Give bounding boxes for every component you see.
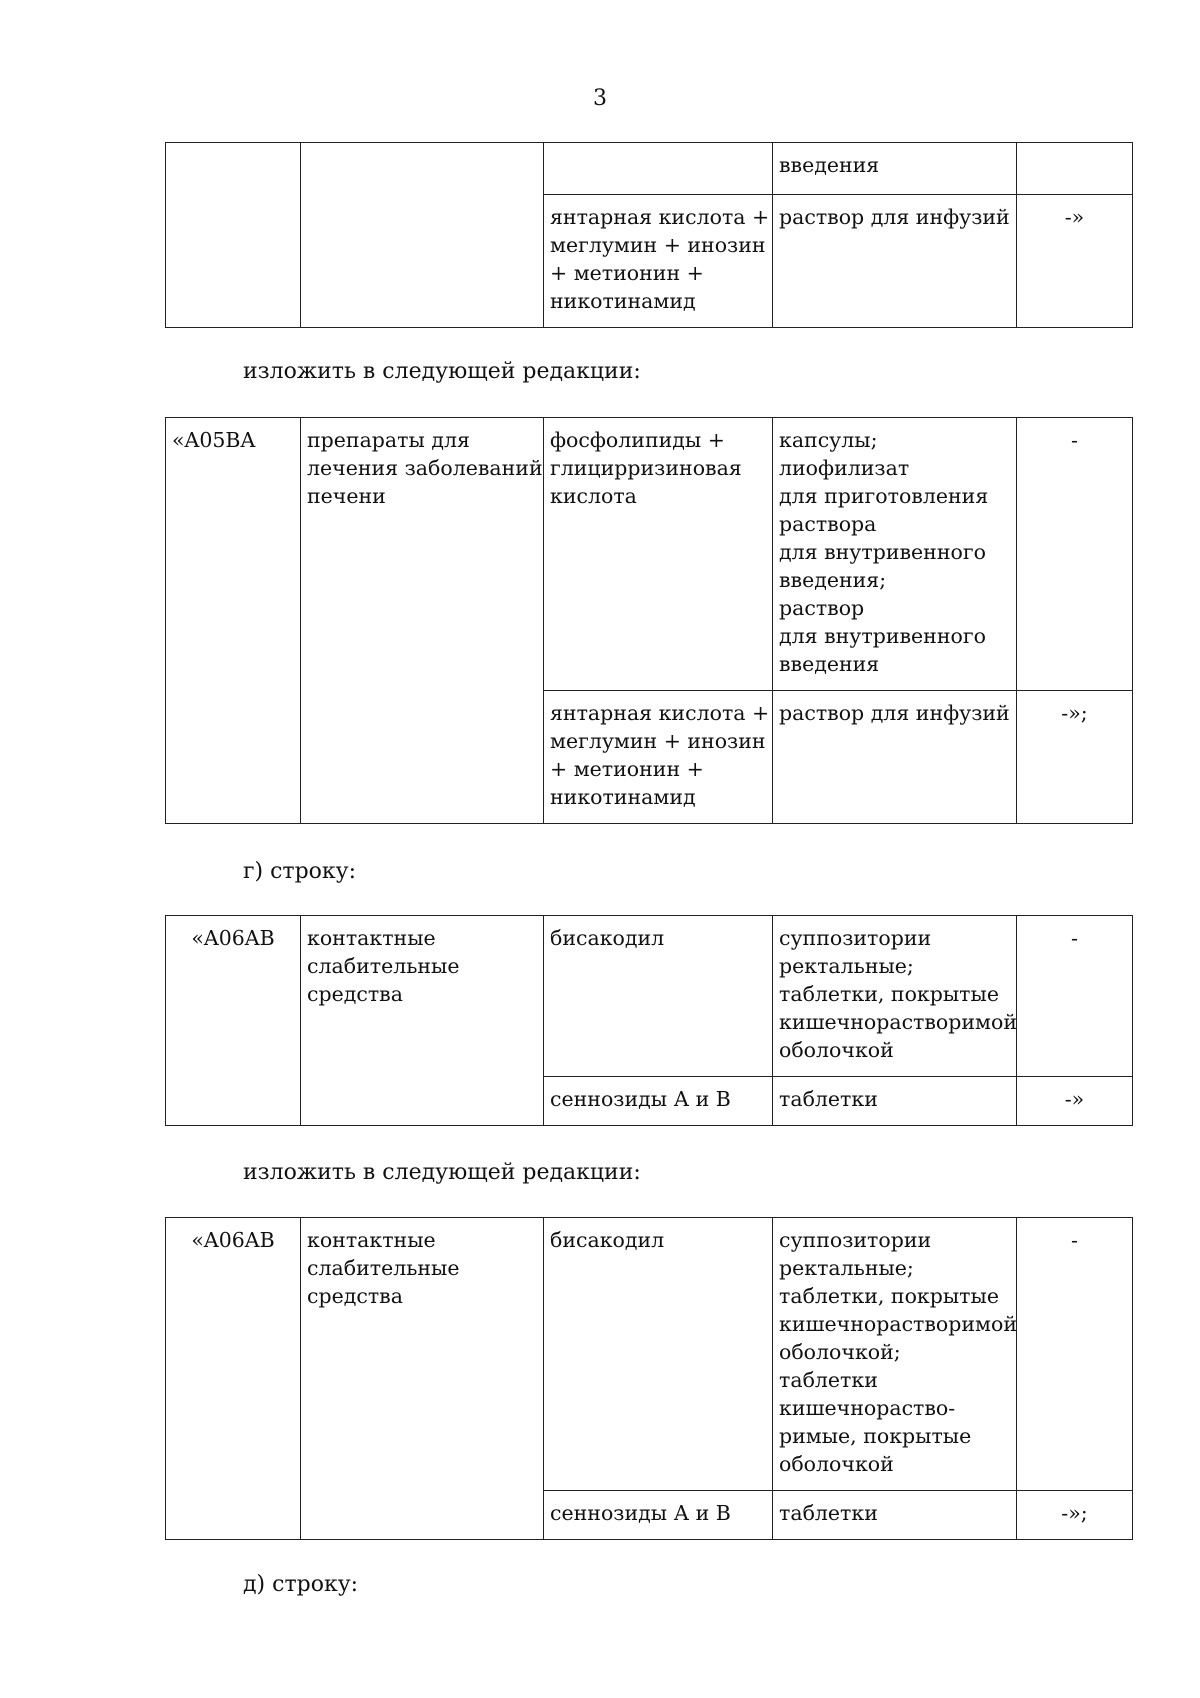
page-number: 3	[593, 86, 607, 111]
dosage-form-cell: введения	[773, 143, 1017, 195]
mark-cell: -	[1017, 418, 1133, 691]
group-name-cell: контактные слабительные средства	[301, 916, 544, 1126]
paragraph-item-d: д) строку:	[243, 1572, 359, 1597]
dosage-form-cell: раствор для инфузий	[773, 691, 1017, 824]
group-name-cell	[301, 143, 544, 328]
dosage-form-cell: таблетки	[773, 1491, 1017, 1540]
paragraph-item-g: г) строку:	[243, 859, 357, 884]
atc-code-cell: «A06AB	[166, 916, 301, 1126]
drug-table-a06ab-new	[165, 1217, 1133, 1540]
group-name-cell: препараты для лечения заболеваний печени	[301, 418, 544, 824]
mark-cell: -	[1017, 1218, 1133, 1491]
drug-name-cell: фосфолипиды + глицирризиновая кислота	[544, 418, 773, 691]
table-row	[166, 1218, 1133, 1491]
mark-cell: -	[1017, 916, 1133, 1077]
drug-name-cell: янтарная кислота + меглумин + инозин + метионин + никотинамид	[544, 691, 773, 824]
drug-table-a06ab-old	[165, 915, 1133, 1126]
drug-name-cell: янтарная кислота + меглумин + инозин + метионин + никотинамид	[544, 195, 773, 328]
mark-cell	[1017, 143, 1133, 195]
mark-cell: -»;	[1017, 691, 1133, 824]
mark-cell: -»;	[1017, 1491, 1133, 1540]
drug-name-cell: бисакодил	[544, 916, 773, 1077]
drug-name-cell: бисакодил	[544, 1218, 773, 1491]
dosage-form-cell: раствор для инфузий	[773, 195, 1017, 328]
atc-code-cell	[166, 143, 301, 328]
drug-table-continuation	[165, 142, 1133, 328]
mark-cell: -»	[1017, 195, 1133, 328]
dosage-form-cell: суппозитории ректальные; таблетки, покрытые кишечнорастворимой оболочкой	[773, 916, 1017, 1077]
atc-code-cell: «A06AB	[166, 1218, 301, 1540]
dosage-form-cell: таблетки	[773, 1077, 1017, 1126]
drug-name-cell: сеннозиды А и В	[544, 1077, 773, 1126]
table-row	[166, 418, 1133, 691]
drug-name-cell	[544, 143, 773, 195]
atc-code-cell: «A05BA	[166, 418, 301, 824]
group-name-cell: контактные слабительные средства	[301, 1218, 544, 1540]
paragraph-replace-note: изложить в следующей редакции:	[243, 359, 641, 384]
table-row	[166, 143, 1133, 195]
paragraph-replace-note: изложить в следующей редакции:	[243, 1160, 641, 1185]
table-row	[166, 916, 1133, 1077]
drug-name-cell: сеннозиды А и В	[544, 1491, 773, 1540]
dosage-form-cell: капсулы; лиофилизат для приготовления раствора для внутривенного введения; раствор для внутривенного введения	[773, 418, 1017, 691]
mark-cell: -»	[1017, 1077, 1133, 1126]
dosage-form-cell: суппозитории ректальные; таблетки, покрытые кишечнорастворимой оболочкой; таблетки кишечнораство- римые, покрытые оболочкой	[773, 1218, 1017, 1491]
drug-table-a05ba	[165, 417, 1133, 824]
